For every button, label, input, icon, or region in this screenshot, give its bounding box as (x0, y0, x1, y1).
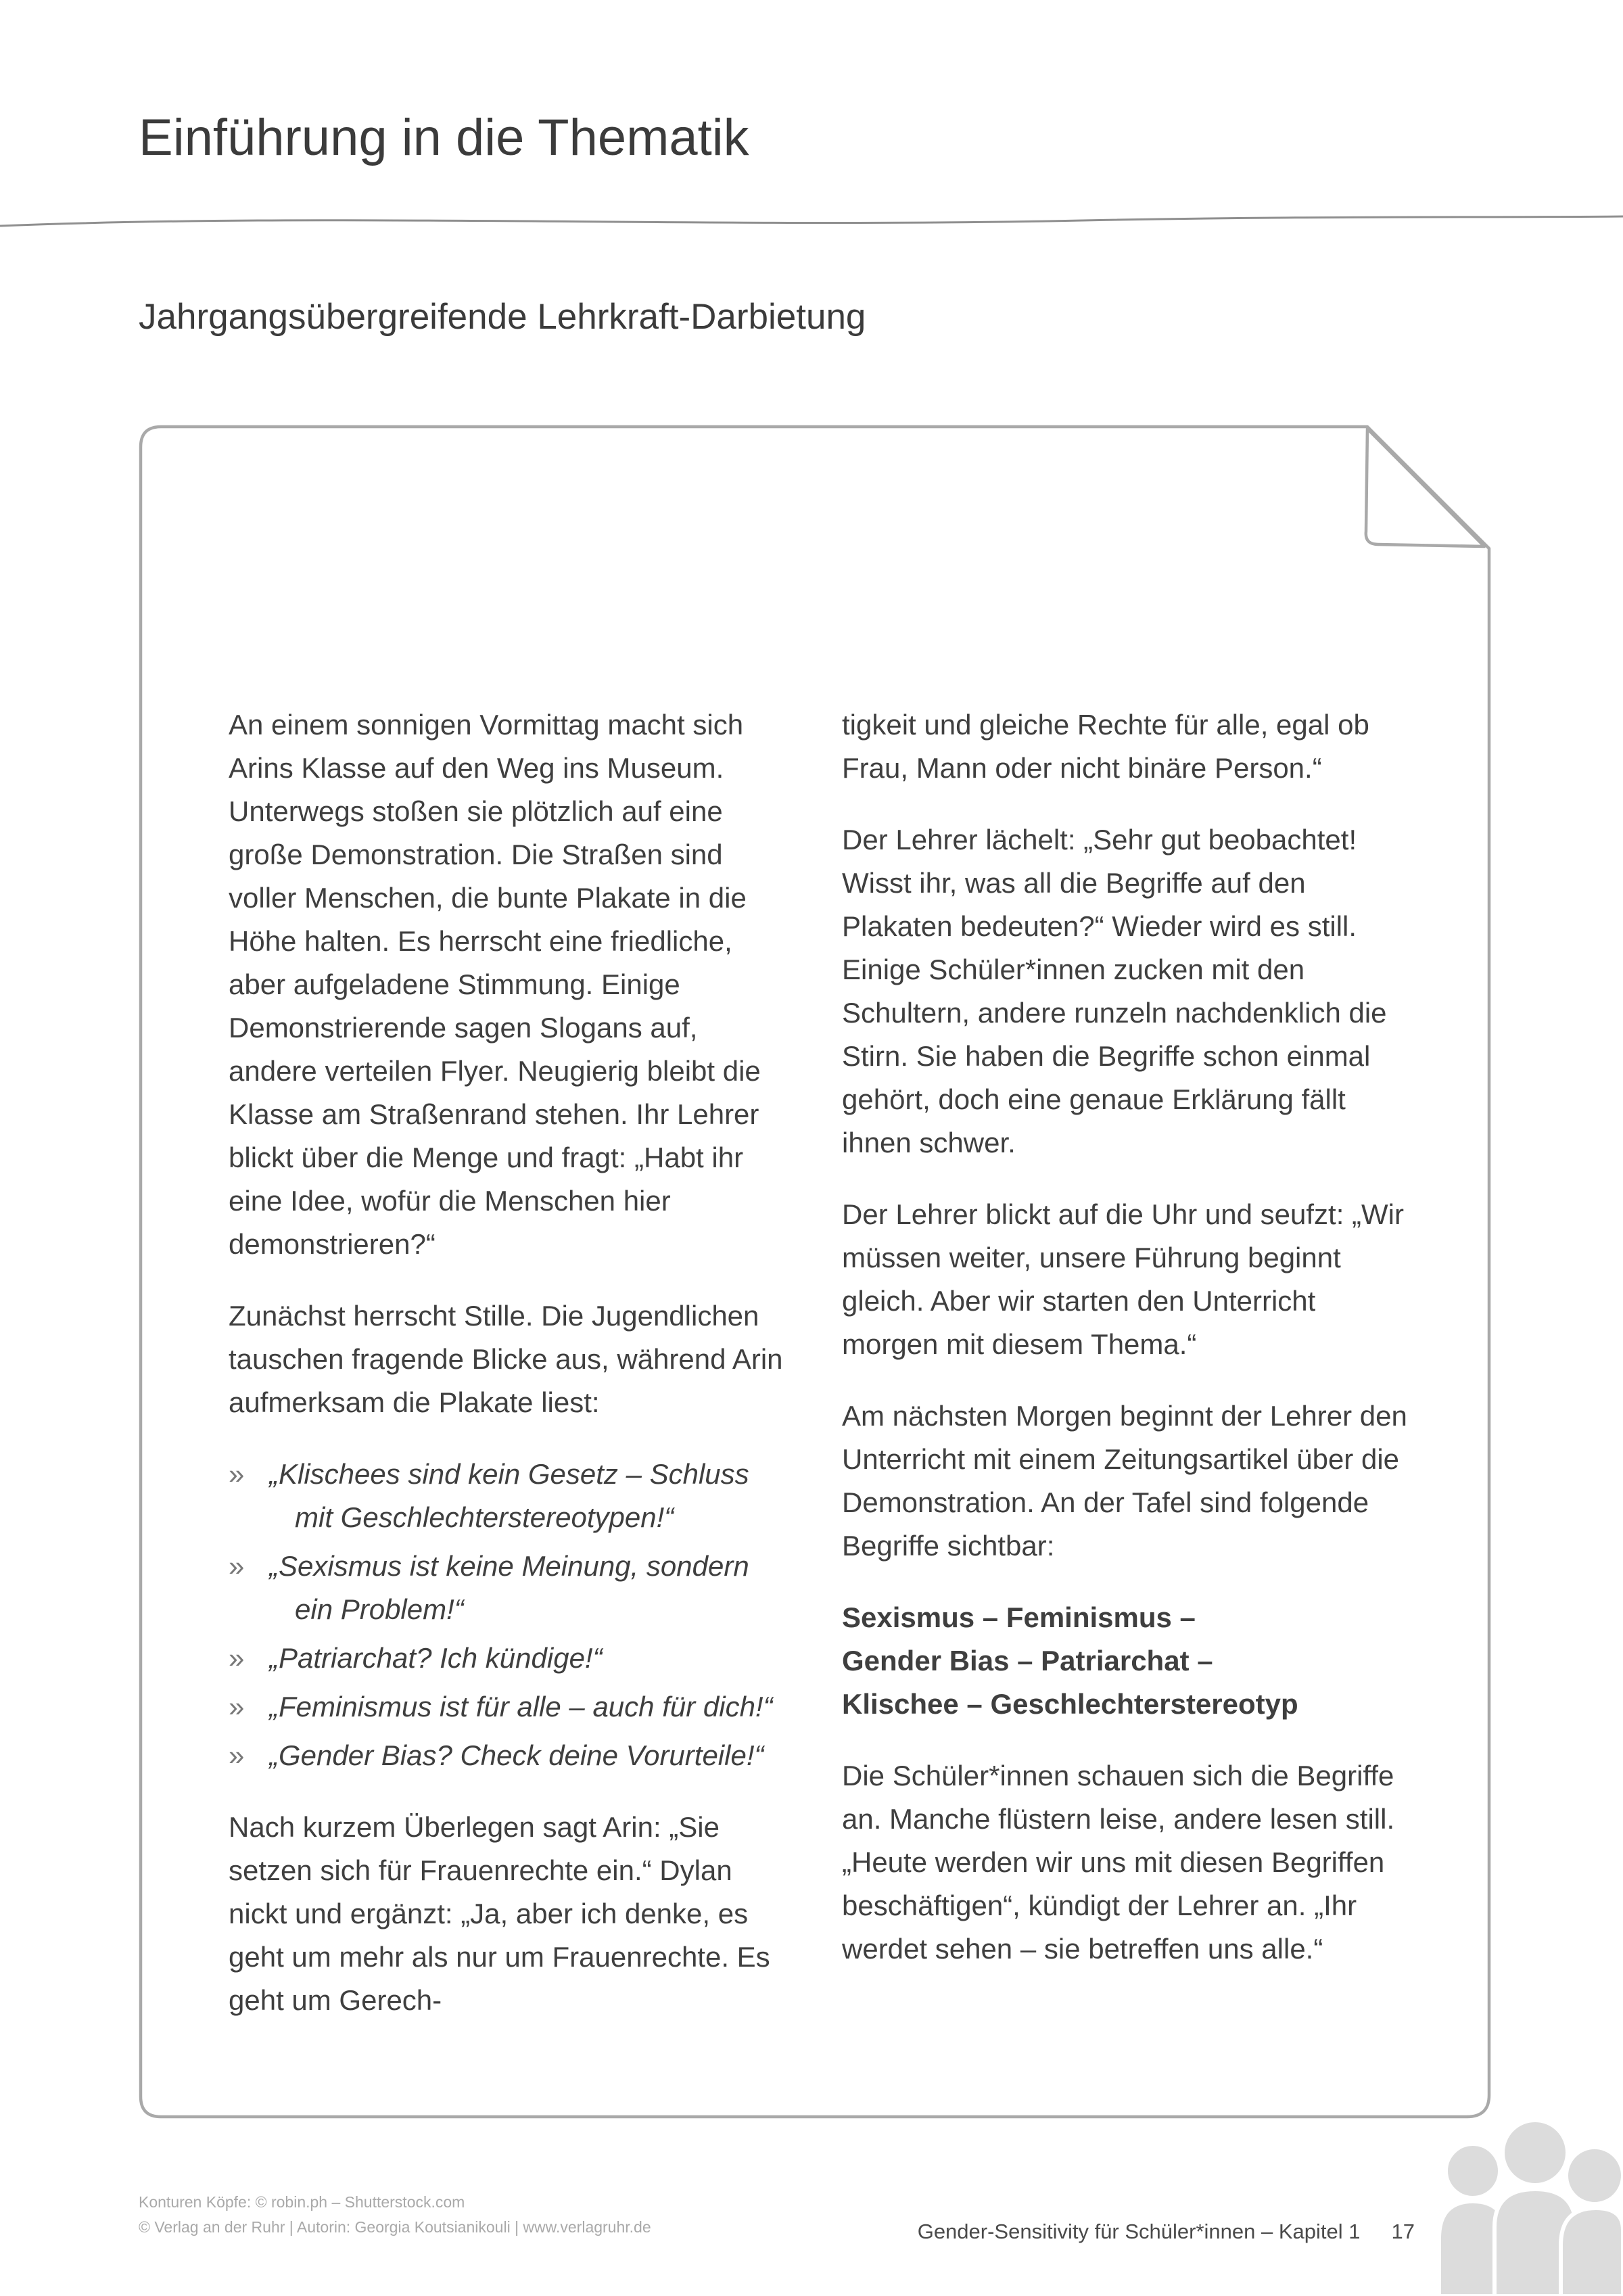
paragraph: Am nächsten Morgen beginnt der Lehrer den Unterricht mit einem Zeitungsartikel über die Demonstration. An der Tafel sind folgende Begriffe sichtbar: (842, 1400, 1407, 1562)
chapter-label: Gender-Sensitivity für Schüler*innen – Kapitel 1 (917, 2220, 1361, 2243)
credit-line: Konturen Köpfe: © robin.ph – Shutterstock.com (139, 2193, 465, 2211)
paragraph: Nach kurzem Überlegen sagt Arin: „Sie setzen sich für Frauenrechte ein.“ Dylan nickt und ergänzt: „Ja, aber ich denke, es geht um mehr als nur um Frauenrechte. Es geht um Gerech- (229, 1811, 770, 2016)
paragraph: Der Lehrer blickt auf die Uhr und seufzt: „Wir müssen weiter, unsere Führung beginnt gleich. Aber wir starten den Unterricht morgen mit diesem Thema.“ (842, 1198, 1404, 1360)
paragraph: Zunächst herrscht Stille. Die Jugendlichen tauschen fragende Blicke aus, während Arin aufmerksam die Plakate liest: (229, 1300, 783, 1418)
people-silhouettes-graphic (1420, 2113, 1623, 2296)
list-marker: » (229, 1550, 245, 1582)
credit-line: © Verlag an der Ruhr | Autorin: Georgia Koutsianikouli | www.verlagruhr.de (139, 2218, 651, 2236)
page-title: Einführung in die Thematik (139, 109, 749, 166)
slogan-item (229, 1685, 784, 1729)
slogan-text: „Sexismus ist keine Meinung, sondern ein Problem!“ (269, 1550, 749, 1625)
card-dogear-fold (1366, 429, 1484, 546)
slogan-text: „Gender Bias? Check deine Vorurteile!“ (269, 1739, 764, 1771)
slogan-text: „Patriarchat? Ich kündige!“ (269, 1642, 603, 1674)
story-left-column (229, 703, 784, 2051)
key-terms-line: Gender Bias – Patriarchat – (842, 1645, 1213, 1677)
list-marker: » (229, 1642, 245, 1674)
list-marker: » (229, 1458, 245, 1490)
paragraph: Der Lehrer lächelt: „Sehr gut beobachtet! Wisst ihr, was all die Begriffe auf den Plakaten bedeuten?“ Wieder wird es still. Einige Schüler*innen zucken mit den Schultern, andere runzeln nachdenklich die Stirn. Sie haben die Begriffe schon einmal gehört, doch eine genaue Erklärung fällt ihnen schwer. (842, 824, 1387, 1158)
key-terms-line: Sexismus – Feminismus – (842, 1601, 1196, 1633)
paragraph: An einem sonnigen Vormittag macht sich Arins Klasse auf den Weg ins Museum. Unterwegs stoßen sie plötzlich auf eine große Demonstration. Die Straßen sind voller Menschen, die bunte Plakate in die Höhe halten. Es herrscht eine friedliche, aber aufgeladene Stimmung. Einige Demonstrierende sagen Slogans auf, andere verteilen Flyer. Neugierig bleibt die Klasse am Straßenrand stehen. Ihr Lehrer blickt über die Menge und fragt: „Habt ihr eine Idee, wofür die Menschen hier demonstrieren?“ (229, 709, 761, 1260)
footer-chapter-info (918, 2220, 1415, 2244)
key-terms-line: Klischee – Geschlechterstereotyp (842, 1688, 1298, 1720)
slogan-item (229, 1637, 784, 1680)
story-right-column (842, 703, 1418, 1999)
slogan-text: „Feminismus ist für alle – auch für dich!“ (269, 1691, 773, 1723)
section-subtitle: Jahrgangsübergreifende Lehrkraft-Darbietung (139, 297, 866, 337)
paragraph: tigkeit und gleiche Rechte für alle, egal ob Frau, Mann oder nicht binäre Person.“ (842, 709, 1369, 784)
title-divider-line (0, 200, 1623, 241)
paragraph: Die Schüler*innen schauen sich die Begriffe an. Manche flüstern leise, andere lesen still. „Heute werden wir uns mit diesen Begriffen beschäftigen“, kündigt der Lehrer an. „Ihr werdet sehen – sie betreffen uns alle.“ (842, 1760, 1395, 1965)
page-number: 17 (1391, 2220, 1415, 2243)
footer-credits (139, 2190, 651, 2240)
slogan-item (229, 1453, 784, 1539)
slogan-list (229, 1453, 784, 1777)
key-terms-block (842, 1596, 1418, 1726)
slogan-text: „Klischees sind kein Gesetz – Schluss mit Geschlechterstereotypen!“ (269, 1458, 749, 1533)
slogan-item (229, 1545, 784, 1631)
list-marker: » (229, 1739, 245, 1771)
list-marker: » (229, 1691, 245, 1723)
slogan-item (229, 1734, 784, 1777)
